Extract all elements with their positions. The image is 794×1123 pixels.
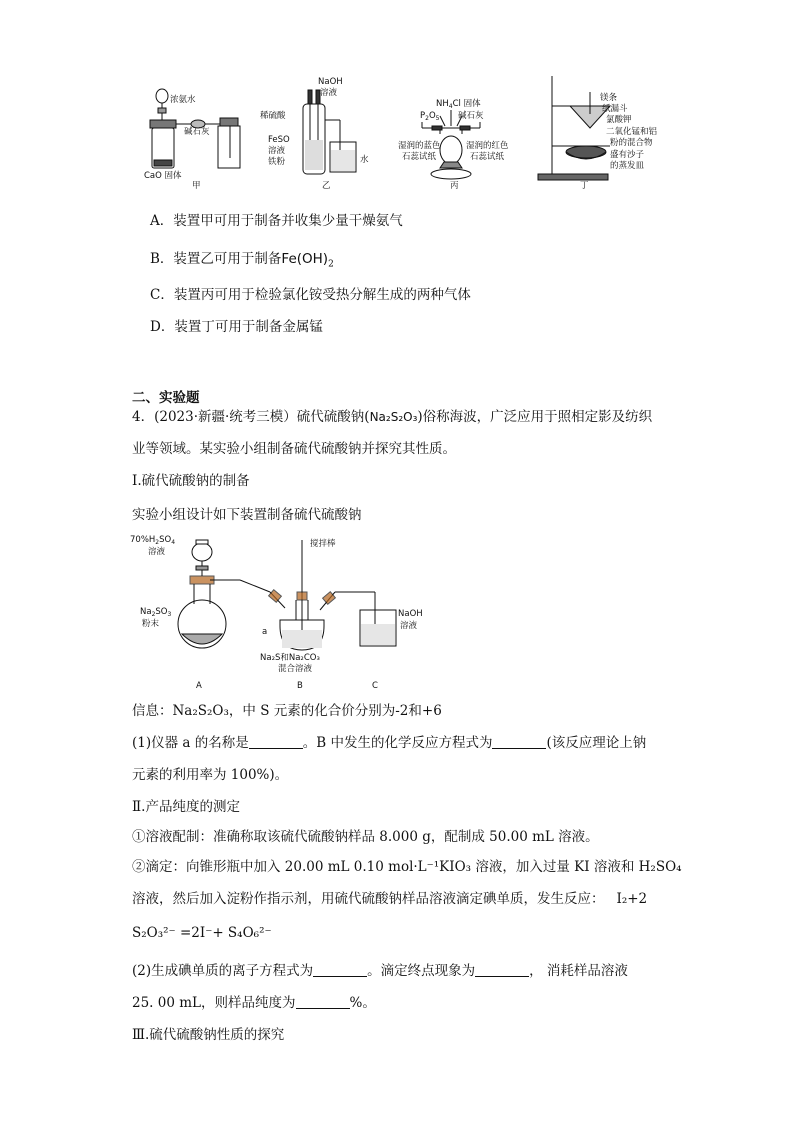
- label-red-1: 湿润的红色: [466, 141, 509, 151]
- label-mg: 镁条: [600, 93, 618, 103]
- label-sand-1: 盛有沙子: [610, 150, 645, 160]
- label-naoh-c: NaOH: [398, 609, 423, 619]
- apparatus-figure-top: [140, 70, 660, 195]
- caption-jia: 甲: [192, 181, 201, 191]
- step-2-equation: S₂O₃²⁻ =2I⁻+ S₄O₆²⁻: [132, 925, 272, 941]
- step-2-line-2: 溶液，然后加入淀粉作指示剂，用硫代硫酸钠样品溶液滴定碘单质，发生反应： I₂+2: [132, 891, 648, 907]
- label-naoh-c-sol: 溶液: [400, 621, 418, 631]
- q2-line-1: (2)生成碘单质的离子方程式为 。滴定终点现象为 ， 消耗样品溶液: [132, 963, 628, 979]
- label-lime-jia: 碱石灰: [184, 127, 210, 137]
- label-naoh: NaOH: [318, 77, 343, 87]
- info-line: 信息：Na₂S₂O₃，中 S 元素的化合价分别为-2和+6: [132, 703, 442, 719]
- label-h2so4: $70\%H_2SO_4$: [130, 535, 176, 546]
- caption-ding: 丁: [580, 181, 589, 191]
- caption-bing: 丙: [450, 181, 459, 191]
- option-d: D．装置丁可用于制备金属锰: [150, 319, 323, 335]
- label-na2so3: $Na_2SO_3$: [140, 607, 172, 618]
- label-blue-1: 湿润的蓝色: [398, 141, 441, 151]
- label-kclo3: 氯酸钾: [606, 115, 632, 125]
- q4-line-2: 业等领域。某实验小组制备硫代硫酸钠并探究其性质。: [132, 441, 456, 457]
- label-a: a: [262, 627, 268, 637]
- label-sand-2: 的蒸发皿: [610, 161, 645, 171]
- caption-c: C: [372, 681, 378, 691]
- section-title: 二、实验题: [132, 390, 200, 406]
- q1-line-2: 元素的利用率为 100%)。: [132, 767, 289, 783]
- apparatus-ding: [538, 76, 610, 180]
- q2-line-2: 25. 00 mL，则样品纯度为 %。: [132, 995, 376, 1011]
- caption-a: A: [196, 681, 202, 691]
- label-mix-b-1: Na₂S和Na₂CO₃: [260, 653, 320, 663]
- q4-line-1: 4．(2023·新疆·统考三模）硫代硫酸钠(Na₂S₂O₃)俗称海波，广泛应用于照相定影及纺织: [132, 409, 653, 425]
- label-mix-1: 二氧化锰和铝: [606, 127, 658, 137]
- apparatus-yi: [303, 90, 356, 174]
- label-powder: 粉末: [142, 619, 160, 629]
- label-red-2: 石蕊试纸: [470, 152, 505, 162]
- label-mix-b-2: 混合溶液: [278, 664, 313, 674]
- caption-b: B: [297, 681, 303, 691]
- label-nh3: 浓氨水: [170, 95, 196, 105]
- option-c: C．装置丙可用于检验氯化铵受热分解生成的两种气体: [150, 287, 471, 303]
- q1-line-1: (1)仪器 a 的名称是 。B 中发生的化学反应方程式为 (该反应理论上钠: [132, 735, 647, 751]
- design-text: 实验小组设计如下装置制备硫代硫酸钠: [132, 507, 362, 523]
- part-2-title: Ⅱ.产品纯度的测定: [132, 799, 240, 815]
- label-p2o5: $P_2O_5$: [420, 111, 440, 122]
- label-h2so4-sol: 溶液: [148, 547, 166, 557]
- part-3-title: Ⅲ.硫代硫酸钠性质的探究: [132, 1027, 285, 1043]
- label-water: 水: [360, 155, 369, 165]
- label-funnel: 纸漏斗: [602, 104, 628, 114]
- label-blue-2: 石蕊试纸: [402, 152, 437, 162]
- label-nh4cl: $NH_4Cl$ 固体: [436, 99, 481, 110]
- label-lime-bing: 碱石灰: [458, 111, 484, 121]
- option-a: A．装置甲可用于制备并收集少量干燥氨气: [150, 213, 403, 229]
- step-2-line-1: ②滴定：向锥形瓶中加入 20.00 mL 0.10 mol·L⁻¹KIO₃ 溶液，加入过量 KI 溶液和 H₂SO₄: [132, 859, 682, 875]
- step-1: ①溶液配制：准确称取该硫代硫酸钠样品 8.000 g，配制成 50.00 mL 溶液。: [132, 829, 599, 845]
- label-naoh-2: 溶液: [320, 88, 338, 98]
- label-fe: 铁粉: [268, 157, 286, 167]
- apparatus-figure-abc: [130, 530, 430, 695]
- label-cao: CaO 固体: [144, 171, 182, 181]
- option-b: B．装置乙可用于制备$Fe(OH)_2$: [150, 251, 334, 270]
- label-feso4-sol: 溶液: [268, 146, 286, 156]
- label-acid: 稀硫酸: [260, 111, 286, 121]
- label-mix-2: 粉的混合物: [610, 138, 653, 148]
- caption-yi: 乙: [322, 181, 331, 191]
- part-1-title: Ⅰ.硫代硫酸钠的制备: [132, 473, 250, 489]
- label-stirrer: 搅拌棒: [310, 539, 336, 549]
- label-feso4: FeSO: [268, 135, 290, 145]
